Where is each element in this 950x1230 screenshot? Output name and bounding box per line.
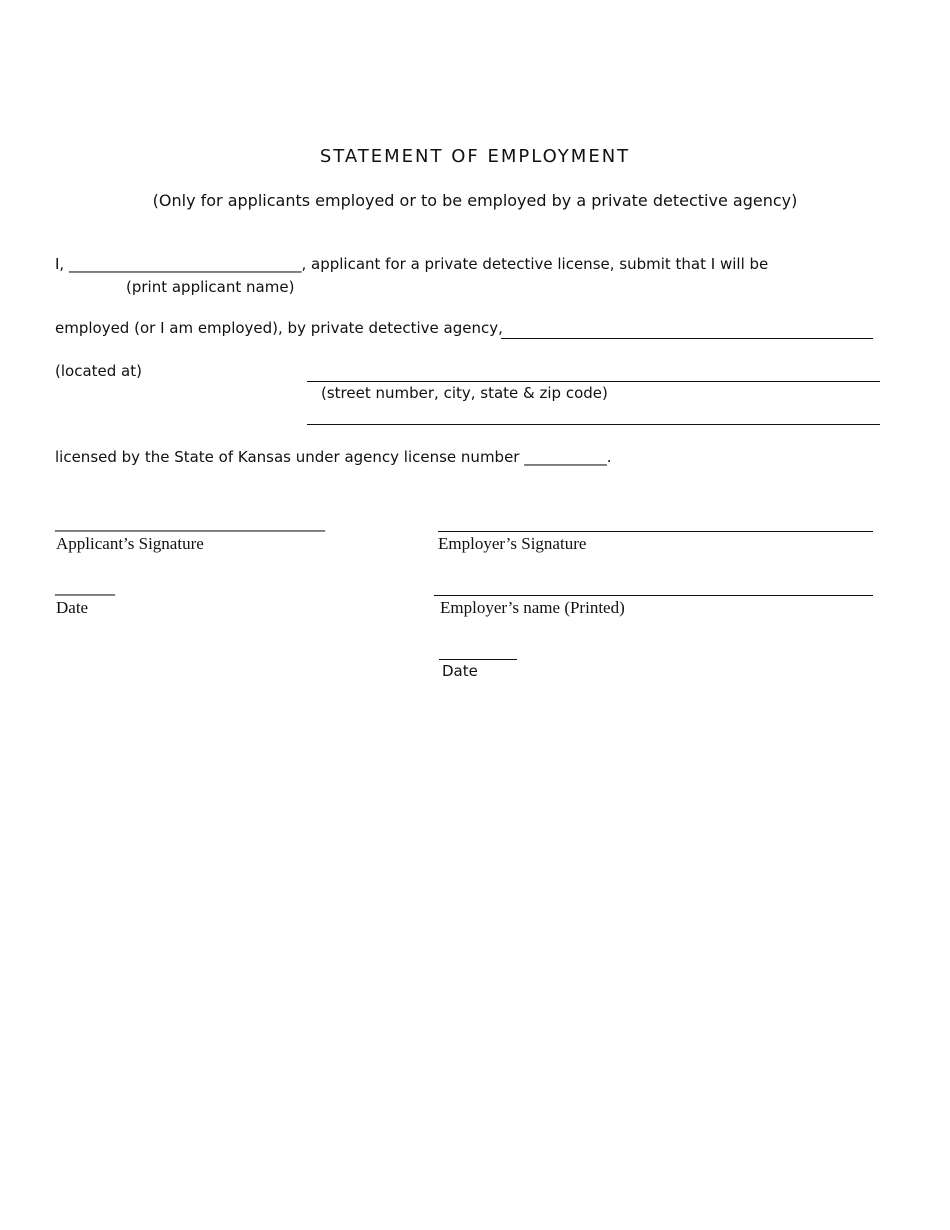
applicant-date-blank[interactable]: ________ <box>55 578 115 596</box>
employer-date-label: Date <box>442 662 478 680</box>
form-title: STATEMENT OF EMPLOYMENT <box>319 146 631 167</box>
employer-date-line[interactable] <box>439 659 517 660</box>
employer-name-line[interactable] <box>434 595 873 596</box>
form-subtitle: (Only for applicants employed or to be employed by a private detective agency) <box>152 191 798 210</box>
line1-prefix: I, <box>55 255 65 273</box>
applicant-date-label: Date <box>56 598 89 617</box>
agency-name-line[interactable] <box>501 338 873 339</box>
line1-suffix: , applicant for a private detective license, submit that I will be <box>301 255 769 273</box>
license-number-blank[interactable]: ___________ <box>524 448 607 466</box>
employer-name-label: Employer’s name (Printed) <box>440 598 625 617</box>
print-name-caption: (print applicant name) <box>126 278 295 296</box>
license-sentence <box>55 448 612 466</box>
license-line-text: licensed by the State of Kansas under agency license number <box>55 448 520 466</box>
license-period: . <box>606 448 612 466</box>
applicant-name-blank[interactable]: _______________________________ <box>68 255 302 273</box>
agency-sentence: employed (or I am employed), by private detective agency, <box>55 319 503 337</box>
address-line-2[interactable] <box>307 424 880 425</box>
applicant-signature-blank[interactable]: ____________________________________ <box>55 514 325 532</box>
applicant-name-sentence <box>55 255 768 273</box>
applicant-signature-label: Applicant’s Signature <box>56 534 204 553</box>
address-caption: (street number, city, state & zip code) <box>321 384 608 402</box>
located-at-label: (located at) <box>55 362 142 380</box>
address-line-1[interactable] <box>307 381 880 382</box>
employer-signature-label: Employer’s Signature <box>438 534 587 553</box>
employer-signature-line[interactable] <box>438 531 873 532</box>
